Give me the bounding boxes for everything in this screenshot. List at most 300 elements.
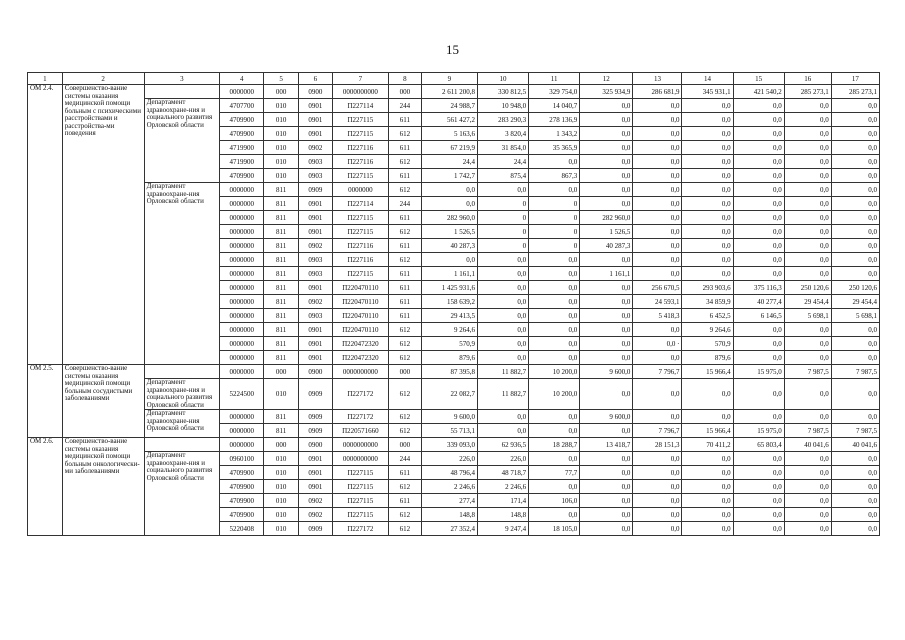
data-cell: 0901 (299, 211, 333, 225)
data-cell: 0000000000 (332, 452, 388, 466)
data-cell: 811 (264, 309, 299, 323)
data-cell: 612 (389, 127, 422, 141)
data-cell: 0,0 (682, 211, 733, 225)
data-cell: 0,0 (682, 155, 733, 169)
data-cell: 811 (264, 225, 299, 239)
data-cell: 0,0 (784, 480, 831, 494)
data-cell: 811 (264, 323, 299, 337)
data-cell: 282 960,0 (580, 211, 633, 225)
table-row (28, 410, 880, 424)
summary-cell: 7 987,5 (784, 365, 831, 379)
data-cell: 010 (264, 379, 299, 410)
summary-cell: 62 936,5 (477, 438, 528, 452)
data-cell: 010 (264, 522, 299, 536)
data-cell: 0,0 (529, 253, 580, 267)
data-cell: 4709900 (220, 494, 264, 508)
data-cell: 0,0 (529, 281, 580, 295)
data-cell: 0,0 (529, 452, 580, 466)
data-cell: 010 (264, 99, 299, 113)
data-cell: 010 (264, 508, 299, 522)
column-header: 9 (421, 73, 477, 85)
data-cell: 0,0 (580, 155, 633, 169)
summary-cell: 18 288,7 (529, 438, 580, 452)
data-cell: 0,0 (633, 127, 682, 141)
summary-cell: 15 975,0 (733, 365, 784, 379)
data-cell: 0,0 (784, 127, 831, 141)
data-cell: 811 (264, 211, 299, 225)
data-cell: 0,0 (580, 169, 633, 183)
data-cell: 0,0 (633, 99, 682, 113)
data-cell: 611 (389, 113, 422, 127)
data-cell: 375 116,3 (733, 281, 784, 295)
data-cell: 6 452,5 (682, 309, 733, 323)
data-cell: П227172 (332, 522, 388, 536)
data-cell: 0,0 (733, 337, 784, 351)
data-cell: 5 163,6 (421, 127, 477, 141)
data-cell: 612 (389, 155, 422, 169)
data-cell: 879,6 (682, 351, 733, 365)
data-cell: 611 (389, 281, 422, 295)
data-cell: 250 120,6 (784, 281, 831, 295)
data-cell: 611 (389, 309, 422, 323)
data-cell: П227115 (332, 211, 388, 225)
responsible-empty (144, 365, 220, 379)
data-cell: 0,0 (580, 141, 633, 155)
data-cell: 0000000 (220, 267, 264, 281)
data-cell: 4709900 (220, 113, 264, 127)
summary-cell: 330 812,5 (477, 85, 528, 99)
summary-cell: 0900 (299, 365, 333, 379)
summary-cell: 10 200,0 (529, 365, 580, 379)
data-cell: 10 200,0 (529, 379, 580, 410)
data-cell: 0,0 (580, 127, 633, 141)
data-cell: 561 427,2 (421, 113, 477, 127)
data-cell: 0,0 (682, 410, 733, 424)
data-cell: 811 (264, 183, 299, 197)
data-cell: 283 290,3 (477, 113, 528, 127)
data-cell: 612 (389, 410, 422, 424)
data-cell: 0,0 (784, 141, 831, 155)
data-cell: 0,0 (682, 253, 733, 267)
data-cell: 0,0 (784, 351, 831, 365)
data-cell: 0000000 (220, 323, 264, 337)
data-cell: 0000000 (220, 424, 264, 438)
data-cell: 0,0 (580, 323, 633, 337)
data-cell: 612 (389, 508, 422, 522)
data-cell: 879,6 (421, 351, 477, 365)
data-cell: П220571660 (332, 424, 388, 438)
data-cell: 18 105,0 (529, 522, 580, 536)
data-cell: 0,0 (784, 494, 831, 508)
summary-cell: 000 (389, 438, 422, 452)
data-cell: 0,0 (784, 225, 831, 239)
data-cell: 29 454,4 (831, 295, 879, 309)
data-cell: 0,0 (733, 211, 784, 225)
column-header: 17 (831, 73, 879, 85)
summary-cell: 325 934,9 (580, 85, 633, 99)
summary-cell: 0000000 (220, 365, 264, 379)
data-cell: 1 742,7 (421, 169, 477, 183)
data-cell: 0,0 (733, 169, 784, 183)
section-summary-row (28, 438, 880, 452)
data-cell: 0,0 (633, 410, 682, 424)
data-cell: 0,0 (784, 197, 831, 211)
data-cell: 0,0 (580, 183, 633, 197)
data-cell: 0,0 (633, 183, 682, 197)
data-cell: 0,0 (682, 169, 733, 183)
data-cell: П227116 (332, 155, 388, 169)
data-cell: 0,0 (529, 155, 580, 169)
data-cell: 0,0 (580, 522, 633, 536)
data-cell: 0,0 (633, 522, 682, 536)
data-cell: 0 (477, 225, 528, 239)
summary-cell: 0900 (299, 85, 333, 99)
data-cell: 0,0 (580, 351, 633, 365)
data-cell: П227115 (332, 267, 388, 281)
data-cell: 3 820,4 (477, 127, 528, 141)
section-summary-row (28, 85, 880, 99)
data-cell: 0,0 (633, 253, 682, 267)
department-name: Департамент здравоохране-ния и социального развития Орловской области (144, 379, 220, 410)
summary-cell: 285 273,1 (784, 85, 831, 99)
data-cell: 0,0 (831, 494, 879, 508)
data-cell: 0,0 (831, 351, 879, 365)
data-cell: 0,0 (831, 225, 879, 239)
data-cell: 570,9 (421, 337, 477, 351)
data-cell: 0,0 (682, 141, 733, 155)
data-cell: 0,0 (529, 309, 580, 323)
data-cell: 0,0 (580, 494, 633, 508)
data-cell: 0,0 (831, 323, 879, 337)
data-cell: 0,0 (477, 295, 528, 309)
data-cell: 0,0 (529, 424, 580, 438)
data-cell: 0,0 (529, 295, 580, 309)
responsible-empty (144, 85, 220, 99)
data-cell: 0,0 (529, 351, 580, 365)
data-cell: 27 352,4 (421, 522, 477, 536)
data-cell: 0,0 (733, 99, 784, 113)
data-cell: 0,0 (733, 494, 784, 508)
data-cell: 0,0 (831, 267, 879, 281)
data-cell: 0,0 (580, 113, 633, 127)
data-cell: 0,0 (580, 337, 633, 351)
data-cell: 0,0 (784, 522, 831, 536)
data-cell: 0,0 (784, 508, 831, 522)
data-cell: 0,0 (831, 452, 879, 466)
data-cell: 0 (529, 239, 580, 253)
data-cell: П227172 (332, 410, 388, 424)
data-cell: 15 966,4 (682, 424, 733, 438)
data-cell: 0,0 (784, 452, 831, 466)
summary-cell: 9 600,0 (580, 365, 633, 379)
data-cell: 0,0 (733, 379, 784, 410)
data-cell: 0,0 (633, 508, 682, 522)
table-row (28, 379, 880, 410)
summary-cell: 000 (389, 85, 422, 99)
data-cell: 0,0 (633, 452, 682, 466)
data-cell: 0,0 (580, 379, 633, 410)
summary-cell: 0000000000 (332, 365, 388, 379)
data-cell: 2 246,6 (421, 480, 477, 494)
data-cell: 31 854,0 (477, 141, 528, 155)
data-cell: 1 161,1 (580, 267, 633, 281)
data-cell: П220472320 (332, 337, 388, 351)
data-cell: 250 120,6 (831, 281, 879, 295)
data-cell: 0,0 (421, 197, 477, 211)
data-cell: 0,0 (733, 351, 784, 365)
data-cell: 0,0 (831, 155, 879, 169)
data-cell: 1 526,5 (421, 225, 477, 239)
data-cell: 0,0 (633, 494, 682, 508)
data-cell: 0000000 (220, 197, 264, 211)
data-cell: 35 365,9 (529, 141, 580, 155)
data-cell: 0902 (299, 239, 333, 253)
data-cell: 0,0 (682, 494, 733, 508)
data-cell: 0,0 (682, 508, 733, 522)
data-cell: 010 (264, 141, 299, 155)
page-number: 15 (446, 42, 459, 57)
summary-cell: 0000000 (220, 85, 264, 99)
column-header: 5 (264, 73, 299, 85)
summary-cell: 70 411,2 (682, 438, 733, 452)
data-cell: 611 (389, 466, 422, 480)
data-cell: 0901 (299, 337, 333, 351)
data-cell: 0903 (299, 155, 333, 169)
column-header: 15 (733, 73, 784, 85)
data-cell: 9 264,6 (682, 323, 733, 337)
data-cell: 0,0 (580, 197, 633, 211)
department-name: Департамент здравоохране-ния Орловской области (144, 410, 220, 438)
data-cell: 010 (264, 169, 299, 183)
data-cell: 0,0 (784, 155, 831, 169)
data-cell: 0000000 (220, 253, 264, 267)
data-cell: 612 (389, 522, 422, 536)
data-cell: 0,0 (733, 113, 784, 127)
data-cell: 4709900 (220, 127, 264, 141)
data-cell: 0,0 (633, 155, 682, 169)
data-cell: 0,0 (529, 508, 580, 522)
data-cell: 0,0 (477, 323, 528, 337)
data-cell: 811 (264, 410, 299, 424)
data-cell: 67 219,9 (421, 141, 477, 155)
data-cell: 0,0 (831, 127, 879, 141)
data-cell: 0,0 (733, 410, 784, 424)
data-cell: 0,0 (682, 480, 733, 494)
data-cell: 0000000 (220, 410, 264, 424)
column-header: 13 (633, 73, 682, 85)
data-cell: 0909 (299, 183, 333, 197)
data-cell: 0,0 (633, 141, 682, 155)
data-cell: 171,4 (477, 494, 528, 508)
data-cell: 010 (264, 155, 299, 169)
column-header: 10 (477, 73, 528, 85)
data-cell: 0,0 (682, 99, 733, 113)
data-cell: 0,0 (831, 239, 879, 253)
data-cell: 0901 (299, 480, 333, 494)
data-cell: 0,0 (831, 337, 879, 351)
data-cell: 0,0 (477, 183, 528, 197)
data-cell: 0909 (299, 522, 333, 536)
data-cell: 0,0 (529, 267, 580, 281)
summary-cell: 285 273,1 (831, 85, 879, 99)
data-cell: 0,0 (831, 379, 879, 410)
column-header: 2 (62, 73, 144, 85)
data-cell: 40 277,4 (733, 295, 784, 309)
data-cell: 0,0 (633, 225, 682, 239)
data-cell: 0901 (299, 225, 333, 239)
data-cell: 1 161,1 (421, 267, 477, 281)
data-cell: 0,0 (529, 410, 580, 424)
data-cell: 34 859,9 (682, 295, 733, 309)
data-cell: П227115 (332, 466, 388, 480)
department-name: Департамент здравоохране-ния и социального развития Орловской области (144, 99, 220, 183)
data-cell: 811 (264, 424, 299, 438)
data-cell: 1 425 931,6 (421, 281, 477, 295)
data-cell: 811 (264, 351, 299, 365)
data-cell: 0,0 (477, 337, 528, 351)
data-cell: 15 975,0 (733, 424, 784, 438)
data-cell: 0,0 (529, 183, 580, 197)
section-id: ОМ 2.4. (28, 85, 63, 365)
data-cell: 293 903,6 (682, 281, 733, 295)
data-cell: 0901 (299, 351, 333, 365)
column-header: 12 (580, 73, 633, 85)
data-cell: 0,0 (733, 141, 784, 155)
data-cell: 0902 (299, 141, 333, 155)
data-cell: 0,0 (580, 508, 633, 522)
data-cell: 24,4 (421, 155, 477, 169)
data-cell: 0000000 (220, 281, 264, 295)
data-cell: 612 (389, 480, 422, 494)
data-cell: 0,0 (580, 466, 633, 480)
data-cell: 7 796,7 (633, 424, 682, 438)
data-cell: 0,0 (784, 466, 831, 480)
data-cell: 811 (264, 337, 299, 351)
data-cell: 0000000 (220, 309, 264, 323)
section-title: Совершенство-вание системы оказания медицинской помощи больным онкологически-ми заболеваниями (62, 438, 144, 536)
data-cell: 875,4 (477, 169, 528, 183)
data-cell: 010 (264, 127, 299, 141)
data-cell: 0,0 (682, 127, 733, 141)
data-cell: 0,0 (784, 410, 831, 424)
data-cell: 811 (264, 295, 299, 309)
data-cell: 0960100 (220, 452, 264, 466)
data-cell: 106,0 (529, 494, 580, 508)
data-cell: П227116 (332, 253, 388, 267)
data-cell: 0,0 (477, 424, 528, 438)
data-cell: 0,0 (529, 337, 580, 351)
data-cell: 612 (389, 183, 422, 197)
data-cell: 0,0 (784, 267, 831, 281)
data-cell: 0 (529, 211, 580, 225)
data-cell: 811 (264, 281, 299, 295)
data-cell: П227116 (332, 239, 388, 253)
data-cell: 010 (264, 452, 299, 466)
data-cell: 9 600,0 (421, 410, 477, 424)
table-body (28, 73, 880, 536)
data-cell: 0,0 (633, 197, 682, 211)
data-cell: 0,0 (733, 522, 784, 536)
data-cell: 5 698,1 (831, 309, 879, 323)
data-cell: 0000000 (220, 337, 264, 351)
summary-cell: 421 540,2 (733, 85, 784, 99)
data-cell: 0,0 (580, 424, 633, 438)
section-title: Совершенство-вание системы оказания медицинской помощи больным сосудистыми заболеваниями (62, 365, 144, 438)
data-cell: 48 718,7 (477, 466, 528, 480)
data-cell: 148,8 (477, 508, 528, 522)
data-cell: 0902 (299, 295, 333, 309)
summary-cell: 11 882,7 (477, 365, 528, 379)
data-cell: 0,0 (733, 267, 784, 281)
summary-cell: 0000000 (220, 438, 264, 452)
data-cell: 4709900 (220, 466, 264, 480)
data-cell: 6 146,5 (733, 309, 784, 323)
data-cell: 0,0 (784, 239, 831, 253)
summary-cell: 2 611 200,8 (421, 85, 477, 99)
data-cell: 0,0 (733, 466, 784, 480)
data-cell: 0,0 (831, 113, 879, 127)
summary-cell: 7 796,7 (633, 365, 682, 379)
data-cell: 0,0 (784, 253, 831, 267)
data-cell: 0,0 (682, 197, 733, 211)
data-cell: 0,0 (580, 295, 633, 309)
data-cell: 612 (389, 323, 422, 337)
data-cell: 0902 (299, 494, 333, 508)
data-cell: 0000000 (220, 295, 264, 309)
data-cell: 0909 (299, 410, 333, 424)
data-cell: 0,0 (831, 169, 879, 183)
data-cell: П227114 (332, 197, 388, 211)
data-cell: 0,0 (831, 522, 879, 536)
data-cell: 148,8 (421, 508, 477, 522)
data-cell: 7 987,5 (831, 424, 879, 438)
data-cell: 0 (529, 225, 580, 239)
data-cell: 0,0 (580, 309, 633, 323)
data-cell: 9 247,4 (477, 522, 528, 536)
summary-cell: 40 041,6 (831, 438, 879, 452)
data-cell: 24,4 (477, 155, 528, 169)
column-header: 11 (529, 73, 580, 85)
data-cell: 4709900 (220, 508, 264, 522)
data-cell: 7 987,5 (784, 424, 831, 438)
data-cell: П220472320 (332, 351, 388, 365)
data-cell: 0,0 (831, 211, 879, 225)
data-cell: 0,0 (633, 169, 682, 183)
section-id: ОМ 2.5. (28, 365, 63, 438)
data-cell: 282 960,0 (421, 211, 477, 225)
data-cell: 29 413,5 (421, 309, 477, 323)
data-cell: 0909 (299, 379, 333, 410)
data-cell: 0903 (299, 169, 333, 183)
table-row (28, 183, 880, 197)
data-cell: 0,0 (633, 480, 682, 494)
data-cell: 0,0 (529, 323, 580, 337)
data-cell: 9 264,6 (421, 323, 477, 337)
summary-cell: 339 093,0 (421, 438, 477, 452)
data-cell: 24 988,7 (421, 99, 477, 113)
data-cell: 0,0 (633, 466, 682, 480)
data-cell: 48 796,4 (421, 466, 477, 480)
data-cell: 0903 (299, 267, 333, 281)
data-cell: 0,0 (831, 141, 879, 155)
data-cell: 9 600,0 (580, 410, 633, 424)
data-cell: 0903 (299, 309, 333, 323)
budget-table (27, 72, 880, 536)
data-cell: 010 (264, 480, 299, 494)
data-cell: 811 (264, 267, 299, 281)
data-cell: 0,0 (682, 379, 733, 410)
data-cell: П227116 (332, 141, 388, 155)
